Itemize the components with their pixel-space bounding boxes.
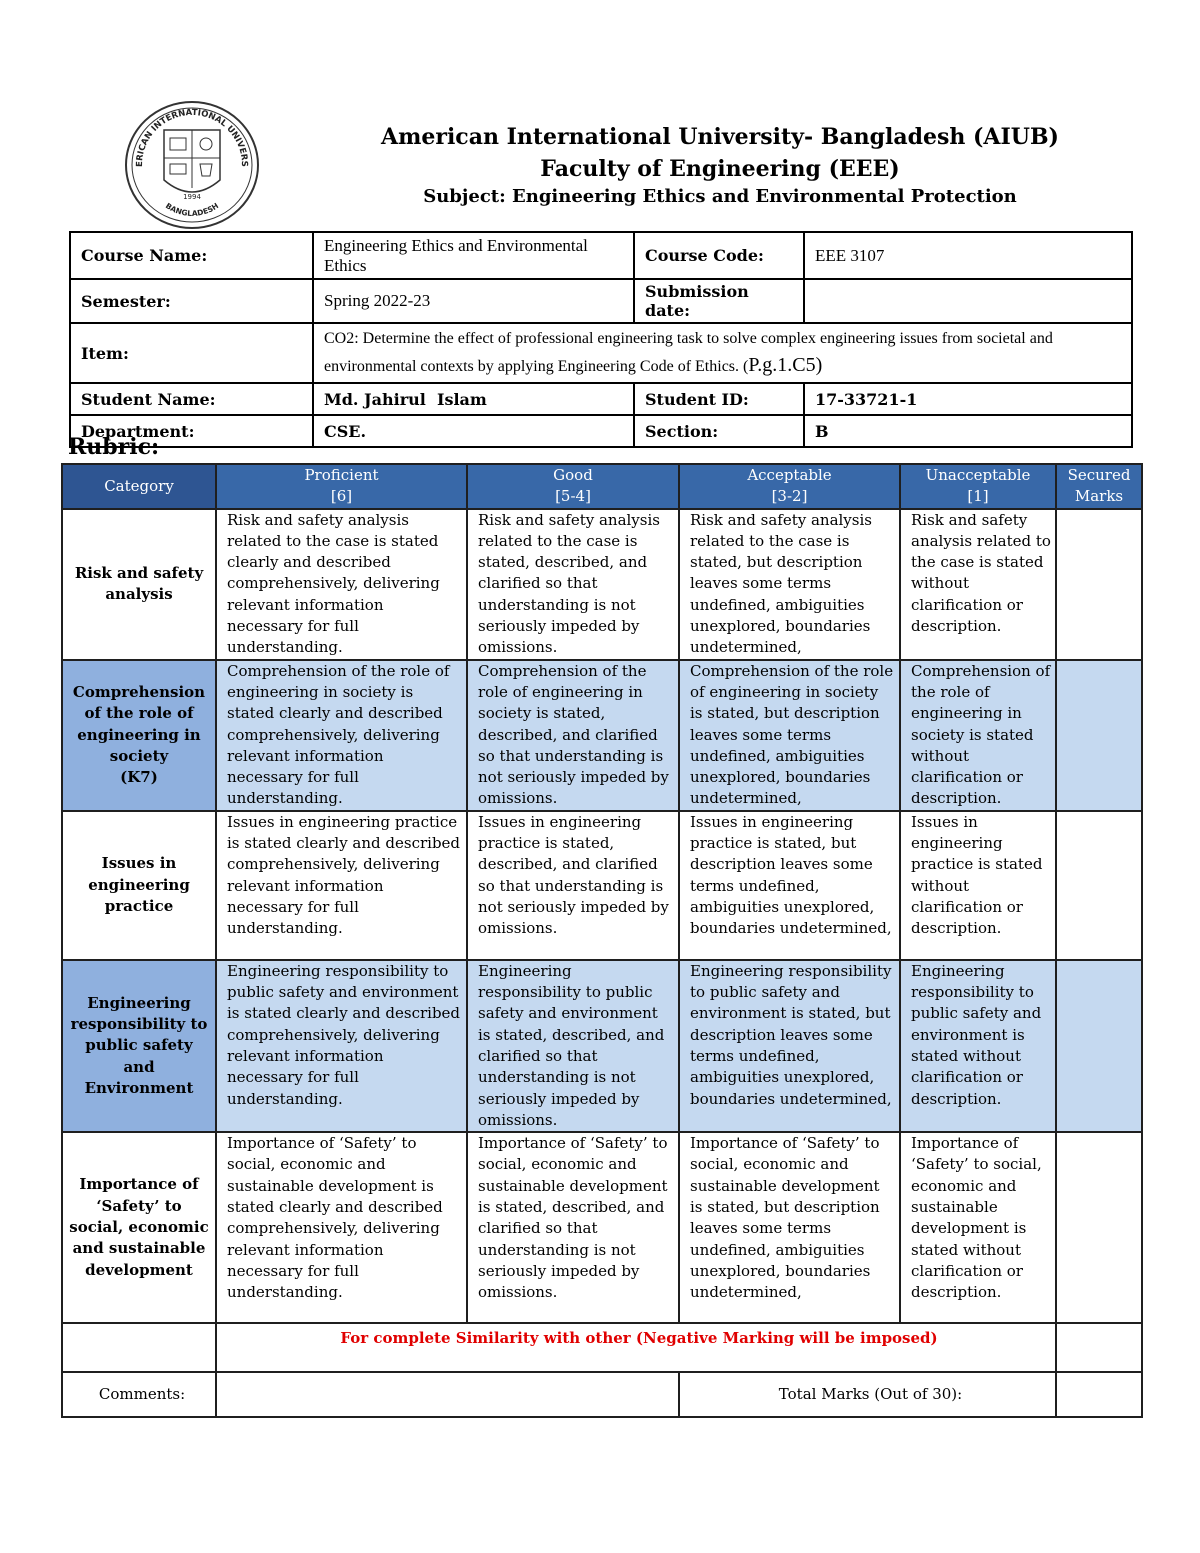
header-good-points: [5-4] [555, 487, 591, 506]
secured-marks-cell[interactable] [1056, 1132, 1142, 1323]
seal-country: BANGLADESH [163, 201, 221, 218]
svg-text:AMERICAN INTERNATIONAL UNIVERS [124, 100, 249, 167]
header-good [467, 464, 679, 509]
category-cell: Engineering responsibility to public safety and Environment [62, 960, 216, 1132]
item-code: P.g.1.C5) [748, 354, 823, 376]
semester-value: Spring 2022-23 [313, 279, 634, 323]
item-text: CO2: Determine the effect of professional engineering task to solve complex engineering issues from societal and environmental contexts by applying Engineering Code of Ethics. ( [324, 330, 1053, 375]
header-proficient-label: Proficient [304, 466, 379, 484]
unacceptable-cell: Engineering responsibility to public safety and environment is stated without clarification or description. [900, 960, 1056, 1132]
seal-year: 1994 [183, 193, 201, 201]
category-cell: Importance of ‘Safety’ to social, economic and sustainable development [62, 1132, 216, 1323]
rubric-row-risk-safety [62, 509, 1142, 660]
rubric-table [61, 463, 1143, 1418]
seal-arc-text: ERICAN INTERNATIONAL UNIVERS [134, 107, 250, 168]
rubric-row-comprehension [62, 660, 1142, 811]
header-unacceptable-label: Unacceptable [925, 466, 1031, 484]
department-label: Department: [70, 415, 313, 447]
acceptable-cell: Risk and safety analysis related to the case is stated, but description leaves some terms undefined, ambiguities unexplored, boundaries undetermined, [679, 509, 900, 660]
category-code: (K7) [120, 768, 158, 787]
rubric-row-importance-safety [62, 1132, 1142, 1323]
section-label: Section: [634, 415, 804, 447]
secured-marks-cell[interactable] [1056, 509, 1142, 660]
good-cell: Risk and safety analysis related to the case is stated, described, and clarified so that understanding is not seriously impeded by omissions. [467, 509, 679, 660]
student-id-value: 17-33721-1 [804, 383, 1132, 415]
proficient-cell: Importance of ‘Safety’ to social, economic and sustainable development is stated clearly and described comprehensively, delivering relevant information necessary for full understanding. [216, 1132, 467, 1323]
negative-marking-blank [62, 1323, 216, 1372]
student-name-value: Md. Jahirul Islam [313, 383, 634, 415]
good-cell: Engineering responsibility to public safety and environment is stated, described, and clarified so that understanding is not seriously impeded by omissions. [467, 960, 679, 1132]
total-marks-field[interactable] [1056, 1372, 1142, 1417]
course-name-label: Course Name: [70, 232, 313, 279]
university-seal-icon [124, 100, 260, 230]
header-good-label: Good [553, 466, 593, 484]
good-cell: Importance of ‘Safety’ to social, economic and sustainable development is stated, described, and clarified so that understanding is not seriously impeded by omissions. [467, 1132, 679, 1323]
unacceptable-cell: Importance of ‘Safety’ to social, economic and sustainable development is stated without clarification or description. [900, 1132, 1056, 1323]
header-acceptable-points: [3-2] [771, 487, 808, 506]
rubric-row-issues [62, 811, 1142, 960]
comments-label: Comments: [62, 1372, 216, 1417]
course-code-value: EEE 3107 [804, 232, 1132, 279]
header-unacceptable [900, 464, 1056, 509]
proficient-cell: Comprehension of the role of engineering in society is stated clearly and described comprehensively, delivering relevant information necessary for full understanding. [216, 660, 467, 811]
department-value: CSE. [313, 415, 634, 447]
university-title: American International University- Bangladesh (AIUB) [381, 124, 1059, 150]
secured-marks-cell[interactable] [1056, 960, 1142, 1132]
rubric-row-responsibility [62, 960, 1142, 1132]
semester-label: Semester: [70, 279, 313, 323]
footer-row [62, 1372, 1142, 1417]
course-info-table [69, 231, 1133, 448]
header-category: Category [62, 464, 216, 509]
negative-marks-cell[interactable] [1056, 1323, 1142, 1372]
secured-marks-cell[interactable] [1056, 660, 1142, 811]
good-cell: Issues in engineering practice is stated, described, and clarified so that understanding is not seriously impeded by omissions. [467, 811, 679, 960]
header-proficient-points: [6] [330, 487, 353, 506]
total-marks-label: Total Marks (Out of 30): [679, 1372, 1056, 1417]
header-unacceptable-points: [1] [967, 487, 989, 506]
item-label: Item: [70, 323, 313, 383]
svg-text:BANGLADESH [164, 201, 220, 218]
proficient-cell: Issues in engineering practice is stated clearly and described comprehensively, delivering relevant information necessary for full understanding. [216, 811, 467, 960]
unacceptable-cell: Issues in engineering practice is stated without clarification or description. [900, 811, 1056, 960]
comments-field[interactable] [216, 1372, 679, 1417]
item-value [313, 323, 1132, 383]
unacceptable-cell: Comprehension of the role of engineering in society is stated without clarification or description. [900, 660, 1056, 811]
header-secured-marks: Secured Marks [1056, 464, 1142, 509]
rubric-title: Rubric: [68, 434, 160, 460]
header-acceptable-label: Acceptable [747, 466, 832, 484]
category-cell: Issues in engineering practice [62, 811, 216, 960]
proficient-cell: Engineering responsibility to public safety and environment is stated clearly and described comprehensively, delivering relevant information necessary for full understanding. [216, 960, 467, 1132]
proficient-cell: Risk and safety analysis related to the case is stated clearly and described comprehensively, delivering relevant information necessary for full understanding. [216, 509, 467, 660]
secured-marks-cell[interactable] [1056, 811, 1142, 960]
header-acceptable [679, 464, 900, 509]
category-cell [62, 660, 216, 811]
good-cell: Comprehension of the role of engineering in society is stated, described, and clarified so that understanding is not seriously impeded by omissions. [467, 660, 679, 811]
unacceptable-cell: Risk and safety analysis related to the case is stated without clarification or description. [900, 509, 1056, 660]
subject-title: Subject: Engineering Ethics and Environmental Protection [423, 186, 1017, 207]
course-name-value: Engineering Ethics and Environmental Ethics [313, 232, 634, 279]
negative-marking-row [62, 1323, 1142, 1372]
acceptable-cell: Issues in engineering practice is stated, but description leaves some terms undefined, ambiguities unexplored, boundaries undetermined, [679, 811, 900, 960]
acceptable-cell: Importance of ‘Safety’ to social, economic and sustainable development is stated, but description leaves some terms undefined, ambiguities unexplored, boundaries undetermined, [679, 1132, 900, 1323]
section-value: B [804, 415, 1132, 447]
course-code-label: Course Code: [634, 232, 804, 279]
student-id-label: Student ID: [634, 383, 804, 415]
submission-date-value[interactable] [804, 279, 1132, 323]
submission-date-label: Submission date: [634, 279, 804, 323]
acceptable-cell: Comprehension of the role of engineering in society is stated, but description leaves some terms undefined, ambiguities unexplored, boundaries undetermined, [679, 660, 900, 811]
student-name-label: Student Name: [70, 383, 313, 415]
acceptable-cell: Engineering responsibility to public safety and environment is stated, but description leaves some terms undefined, ambiguities unexplored, boundaries undetermined, [679, 960, 900, 1132]
negative-marking-note: For complete Similarity with other (Negative Marking will be imposed) [216, 1323, 1056, 1372]
faculty-title: Faculty of Engineering (EEE) [540, 156, 900, 182]
category-label: Comprehension of the role of engineering in society [72, 682, 206, 765]
category-cell: Risk and safety analysis [62, 509, 216, 660]
header-proficient [216, 464, 467, 509]
